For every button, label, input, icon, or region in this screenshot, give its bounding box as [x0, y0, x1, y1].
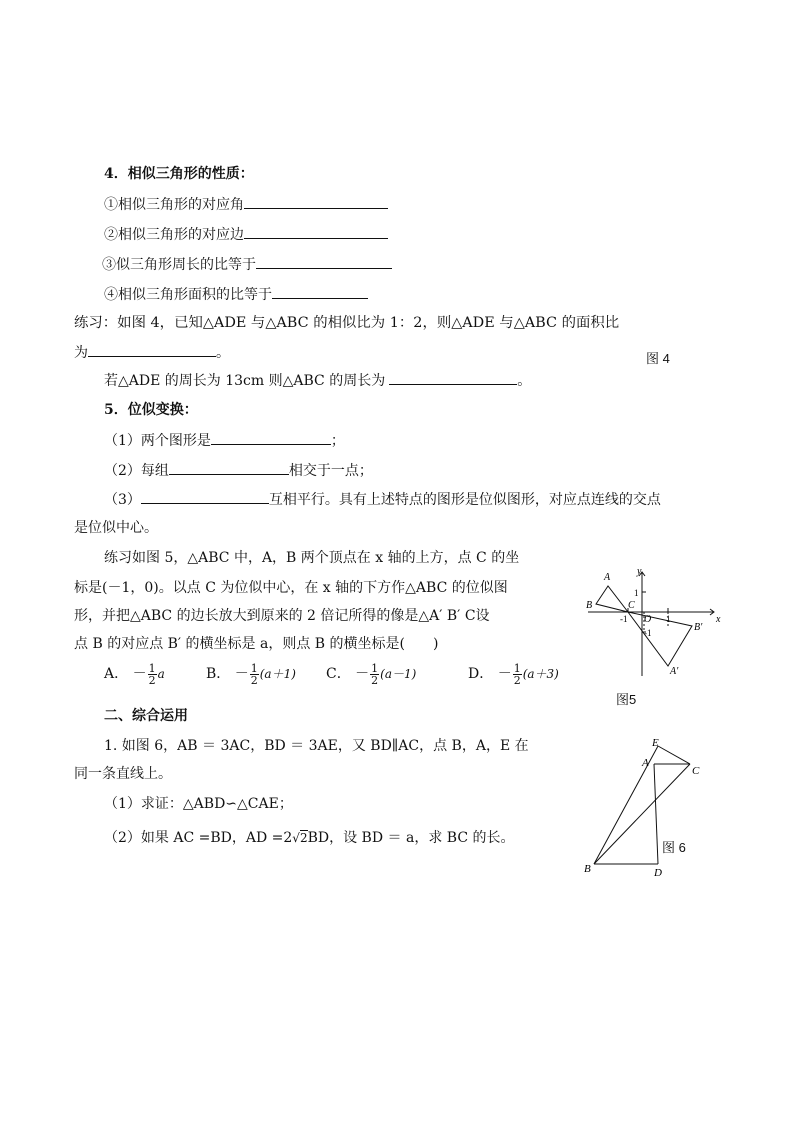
homothety-item-3-suffix: 互相平行。具有上述特点的图形是位似图形，对应点连线的交点: [268, 492, 661, 508]
exercise-4-line2-prefix: 为: [74, 345, 88, 361]
answer-blank-perimeter[interactable]: [389, 370, 517, 385]
section-4-heading: 4．相似三角形的性质：: [104, 166, 254, 182]
label-Bprime: B′: [694, 622, 703, 633]
homothety-item-3-prefix: （3）: [104, 492, 141, 508]
option-d-numerator: 1: [513, 661, 521, 675]
option-a-fraction: [148, 663, 157, 686]
option-b-expr: (a＋1): [259, 667, 296, 681]
option-b-numerator: 1: [250, 661, 258, 675]
property-4-text: ④相似三角形面积的比等于: [104, 287, 272, 303]
option-a-denominator: 2: [148, 673, 156, 687]
option-c-denominator: 2: [371, 673, 379, 687]
homothety-item-2-prefix: （2）每组: [104, 463, 169, 479]
question-1-part2-b: BD，设 BD ＝ a，求 BC 的长。: [307, 830, 515, 846]
option-c[interactable]: [326, 658, 416, 690]
figure-5-diagram: [582, 564, 732, 684]
exercise-5-line1: 练习如图 5，△ABC 中，A，B 两个顶点在 x 轴的上方，点 C 的坐: [104, 550, 520, 566]
segment-ad: [654, 764, 658, 864]
exercise-4-line2-suffix: 。: [216, 345, 230, 361]
property-1: [104, 194, 388, 215]
figure-6-caption: 图 6: [662, 840, 686, 855]
question-1-part2-a: （2）如果 AC =BD，AD =2: [104, 830, 293, 846]
exercise-5-line3: 形，并把△ABC 的边长放大到原来的 2 倍记所得的像是△A′ B′ C设: [74, 608, 490, 624]
question-1-line1: 1. 如图 6，AB ＝ 3AC，BD ＝ 3AE，又 BD∥AC，点 B，A，E 在: [104, 738, 529, 754]
property-3: [102, 254, 392, 275]
option-d-sign: －: [497, 666, 512, 682]
homothety-item-1-prefix: （1）两个图形是: [104, 433, 211, 449]
option-c-sign: －: [355, 666, 370, 682]
homothety-item-3-cont: 是位似中心。: [74, 520, 158, 536]
label-D6: D: [654, 867, 662, 879]
option-d[interactable]: [468, 658, 559, 690]
option-d-denominator: 2: [513, 673, 521, 687]
label-neg1-x: -1: [620, 614, 628, 624]
figure-5-caption: 图5: [616, 692, 637, 707]
label-1-x: 1: [666, 614, 671, 624]
label-C6: C: [692, 765, 700, 777]
property-1-text: ①相似三角形的对应角: [104, 197, 244, 213]
triangle-apbpc: [628, 612, 692, 666]
exercise-4-line3: [104, 370, 531, 391]
label-B: B: [586, 600, 593, 611]
label-A: A: [604, 572, 611, 583]
sqrt-symbol: √2: [292, 831, 308, 845]
label-O: O: [644, 614, 652, 625]
segment-ec: [658, 746, 690, 764]
answer-blank-1[interactable]: [244, 194, 388, 209]
option-d-fraction: [513, 663, 522, 686]
answer-options: [104, 658, 574, 692]
option-d-expr: (a＋3): [522, 667, 559, 681]
option-a-label: A．: [104, 666, 129, 682]
answer-blank-5[interactable]: [211, 430, 331, 445]
triangle-abc: [596, 586, 628, 612]
option-b[interactable]: [206, 658, 296, 690]
label-B6: B: [584, 863, 591, 875]
option-a-numerator: 1: [148, 661, 156, 675]
option-b-denominator: 2: [250, 673, 258, 687]
label-E: E: [652, 737, 659, 749]
homothety-item-2-suffix: 相交于一点；: [288, 463, 373, 479]
answer-blank-2[interactable]: [244, 224, 388, 239]
label-neg1-y: -1: [644, 628, 652, 638]
exercise-4-line3-prefix: 若△ADE 的周长为 13cm 则△ABC 的周长为: [104, 373, 386, 389]
exercise-4-line1: 练习：如图 4，已知△ADE 与△ABC 的相似比为 1：2，则△ADE 与△ABC 的面积比: [74, 315, 620, 331]
section-5-heading: 5．位似变换：: [104, 402, 198, 418]
homothety-item-3: [104, 489, 661, 510]
answer-blank-4[interactable]: [272, 284, 368, 299]
exercise-4-line3-suffix: 。: [517, 373, 532, 389]
property-3-text: ③似三角形周长的比等于: [102, 257, 256, 273]
answer-blank-7[interactable]: [141, 489, 269, 504]
answer-blank-6[interactable]: [169, 460, 289, 475]
figure-4-caption: 图 4: [646, 351, 670, 366]
exercise-5-line4: 点 B 的对应点 B′ 的横坐标是 a，则点 B 的横坐标是( ): [74, 636, 439, 652]
option-a-expr: a: [157, 667, 165, 681]
option-a-sign: －: [132, 666, 147, 682]
property-4: [104, 284, 368, 305]
label-C: C: [628, 600, 635, 611]
label-x: x: [716, 614, 721, 625]
question-1-line2: 同一条直线上。: [74, 766, 172, 782]
sqrt-radicand: 2: [299, 831, 308, 845]
option-c-fraction: [370, 663, 379, 686]
label-Aprime: A′: [670, 666, 679, 677]
option-c-label: C．: [326, 666, 351, 682]
label-A6: A: [642, 757, 649, 769]
exercise-5-line2: 标是(－1，0)。以点 C 为位似中心，在 x 轴的下方作△ABC 的位似图: [74, 580, 508, 596]
option-c-numerator: 1: [371, 661, 379, 675]
homothety-item-2: [104, 460, 373, 481]
question-1-part2: [104, 828, 514, 848]
answer-blank-area-ratio[interactable]: [88, 342, 216, 357]
exercise-4-line2: [74, 342, 230, 363]
property-2: [104, 224, 388, 245]
figure-6-diagram: [580, 734, 710, 880]
option-b-label: B．: [206, 666, 231, 682]
answer-blank-3[interactable]: [256, 254, 392, 269]
homothety-item-1-suffix: ；: [330, 433, 345, 449]
section-2-heading: 二、综合运用: [104, 708, 188, 724]
option-b-sign: －: [234, 666, 249, 682]
option-b-fraction: [250, 663, 259, 686]
option-d-label: D．: [468, 666, 494, 682]
homothety-item-1: [104, 430, 345, 451]
option-a[interactable]: [104, 658, 165, 690]
label-1-y: 1: [634, 588, 639, 598]
property-2-text: ②相似三角形的对应边: [104, 227, 244, 243]
option-c-expr: (a－1): [380, 667, 417, 681]
question-1-part1: （1）求证：△ABD∽△CAE；: [104, 796, 293, 812]
label-y: y: [637, 566, 642, 577]
